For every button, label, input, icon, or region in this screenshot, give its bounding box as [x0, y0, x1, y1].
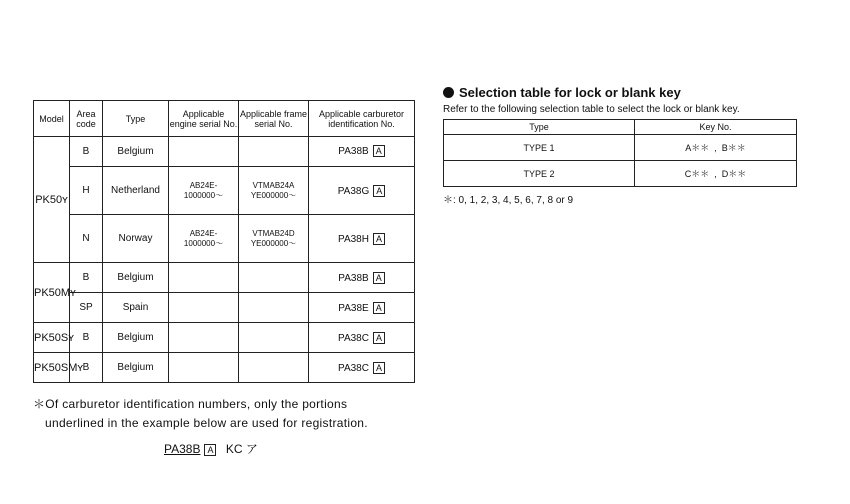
engine-cell [169, 293, 239, 323]
key-type-cell: TYPE 2 [444, 161, 635, 187]
frame-cell [239, 263, 309, 293]
type-cell: Netherland [103, 166, 169, 214]
key-footnote: ＊: 0, 1, 2, 3, 4, 5, 6, 7, 8 or 9 [443, 195, 574, 206]
note-line-2: underlined in the example below are used for registration. [45, 416, 368, 430]
carb-id: PA38C [338, 332, 369, 344]
carb-id: PA38G [337, 185, 370, 197]
table-row [34, 263, 415, 293]
table-row [34, 293, 415, 323]
table-row [444, 161, 797, 187]
carb-cell [309, 166, 415, 214]
area-cell: H [70, 166, 103, 214]
example-underlined-text: PA38B [164, 442, 201, 456]
registration-note [33, 395, 423, 433]
engine-cell [169, 353, 239, 383]
table-row [34, 137, 415, 167]
table-row [34, 323, 415, 353]
type-cell: Belgium [103, 323, 169, 353]
type-cell: Belgium [103, 137, 169, 167]
carburetor-table [33, 100, 415, 383]
carb-cell [309, 353, 415, 383]
key-table-header-row [444, 120, 797, 135]
area-cell: B [70, 353, 103, 383]
carb-id: PA38B [338, 272, 369, 284]
engine-cell: AB24E- 1000000〜 [169, 215, 239, 263]
model-cell: PK50SMʏ [34, 353, 70, 383]
key-type-cell: TYPE 1 [444, 135, 635, 161]
engine-cell [169, 137, 239, 167]
example-underlined [164, 442, 216, 456]
carb-cell [309, 263, 415, 293]
boxed-letter: A [373, 362, 385, 374]
model-cell: PK50Mʏ [34, 263, 70, 323]
header-type: Type [444, 120, 635, 135]
type-cell: Norway [103, 215, 169, 263]
carb-cell [309, 137, 415, 167]
header-engine-serial: Applicable engine serial No. [169, 101, 239, 137]
header-frame-serial: Applicable frame serial No. [239, 101, 309, 137]
boxed-letter: A [373, 233, 385, 245]
header-type: Type [103, 101, 169, 137]
frame-cell [239, 293, 309, 323]
type-cell: Belgium [103, 353, 169, 383]
frame-cell: VTMAB24A YE000000〜 [239, 166, 309, 214]
example-boxed-letter: A [204, 444, 216, 456]
carb-id: PA38C [338, 362, 369, 374]
header-key-no: Key No. [635, 120, 797, 135]
example-rest: KC ア [225, 442, 258, 456]
engine-cell [169, 323, 239, 353]
header-carb-id: Applicable carburetor identification No. [309, 101, 415, 137]
engine-cell [169, 263, 239, 293]
frame-cell [239, 323, 309, 353]
table-row [34, 353, 415, 383]
note-line-1: ＊Of carburetor identification numbers, only the portions [33, 397, 348, 411]
key-selection-table [443, 119, 797, 187]
carb-id: PA38H [338, 233, 369, 245]
frame-cell: VTMAB24D YE000000〜 [239, 215, 309, 263]
area-cell: B [70, 137, 103, 167]
key-no-cell: A＊＊ , B＊＊ [635, 135, 797, 161]
type-cell: Belgium [103, 263, 169, 293]
boxed-letter: A [373, 185, 385, 197]
table-row [34, 166, 415, 214]
selection-title-text: Selection table for lock or blank key [459, 85, 681, 100]
type-cell: Spain [103, 293, 169, 323]
selection-title [443, 85, 681, 100]
carb-cell [309, 323, 415, 353]
area-cell: B [70, 323, 103, 353]
key-no-cell: C＊＊ , D＊＊ [635, 161, 797, 187]
table-row [34, 215, 415, 263]
example-id [164, 440, 258, 457]
boxed-letter: A [373, 332, 385, 344]
carb-id: PA38B [338, 146, 369, 158]
model-cell: PK50ʏ [34, 137, 70, 263]
header-area-code: Area code [70, 101, 103, 137]
area-cell: B [70, 263, 103, 293]
boxed-letter: A [373, 145, 385, 157]
carb-cell [309, 215, 415, 263]
area-cell: N [70, 215, 103, 263]
frame-cell [239, 137, 309, 167]
table-row [444, 135, 797, 161]
carb-id: PA38E [338, 302, 369, 314]
selection-description: Refer to the following selection table to select the lock or blank key. [443, 104, 740, 115]
boxed-letter: A [373, 272, 385, 284]
engine-cell: AB24E- 1000000〜 [169, 166, 239, 214]
header-model: Model [34, 101, 70, 137]
area-cell: SP [70, 293, 103, 323]
frame-cell [239, 353, 309, 383]
carb-cell [309, 293, 415, 323]
bullet-icon [443, 87, 454, 98]
boxed-letter: A [373, 302, 385, 314]
model-cell: PK50Sʏ [34, 323, 70, 353]
table-header-row [34, 101, 415, 137]
